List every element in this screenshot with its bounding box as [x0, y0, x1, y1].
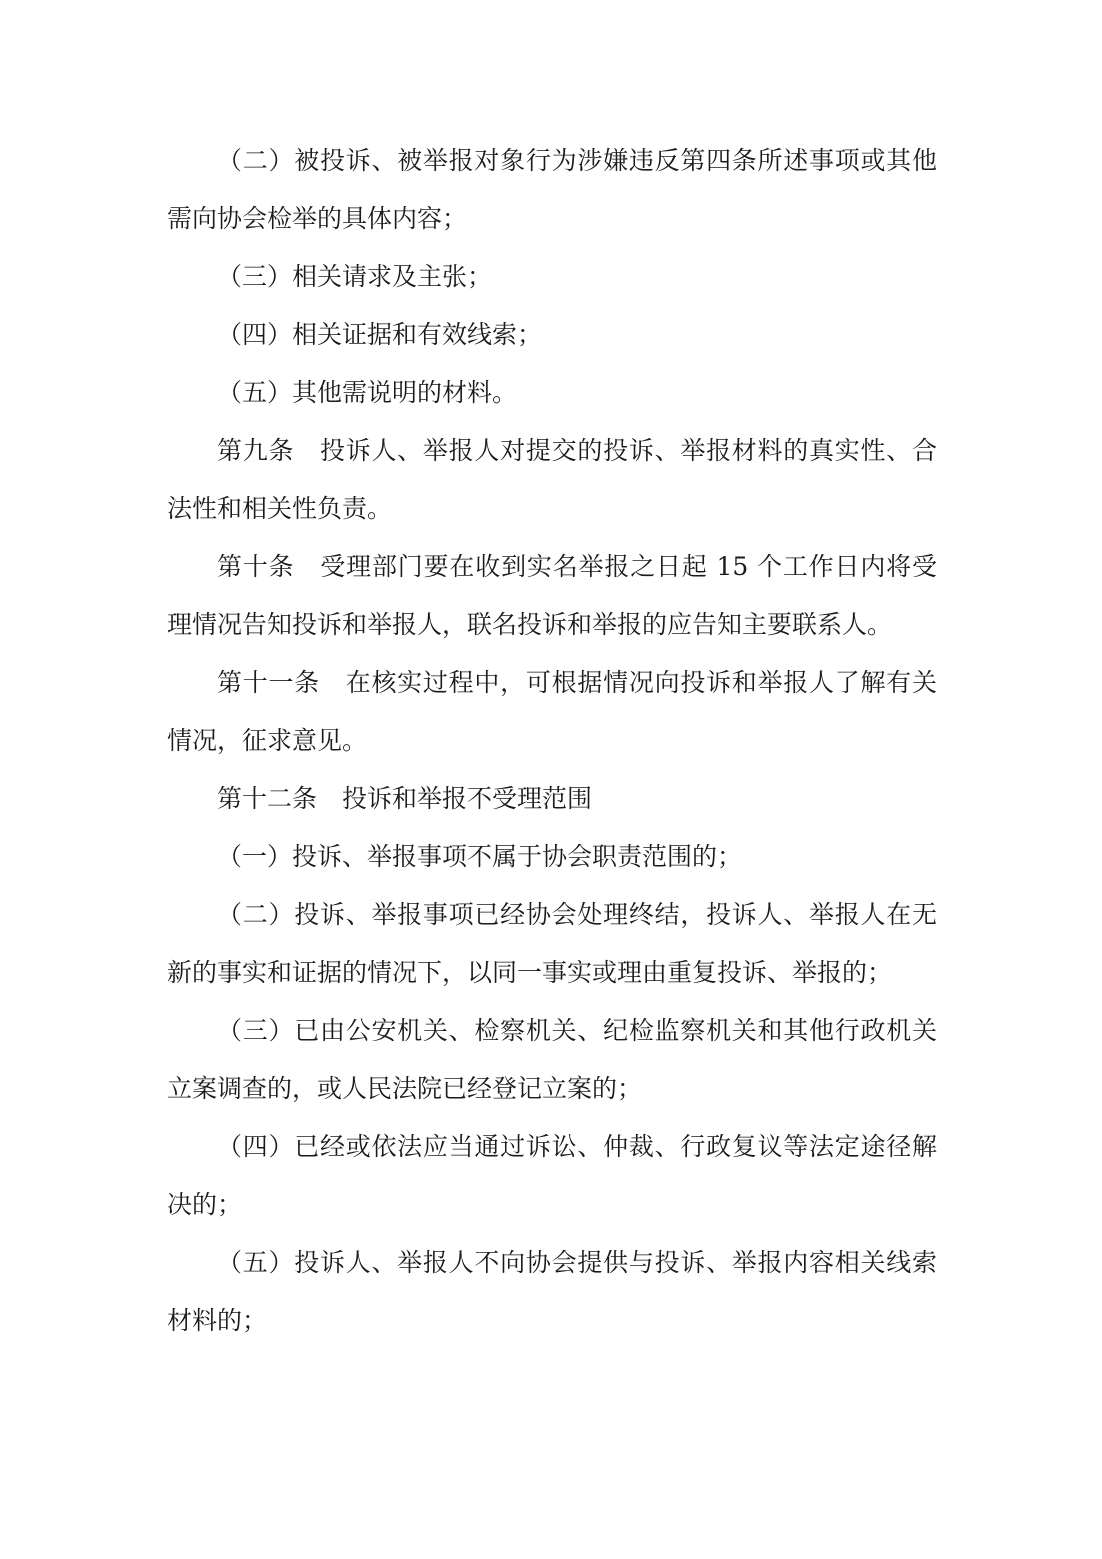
article-11: 第十一条 在核实过程中，可根据情况向投诉和举报人了解有关情况，征求意见。: [167, 668, 937, 755]
article-12-item-2: （二）投诉、举报事项已经协会处理终结，投诉人、举报人在无新的事实和证据的情况下，以同一事实或理由重复投诉、举报的；: [167, 900, 937, 987]
article-12-item-4: （四）已经或依法应当通过诉讼、仲裁、行政复议等法定途径解决的；: [167, 1132, 937, 1219]
article-9: 第九条 投诉人、举报人对提交的投诉、举报材料的真实性、合法性和相关性负责。: [167, 436, 937, 523]
paragraph-item-5: （五）其他需说明的材料。: [217, 378, 518, 407]
article-10: 第十条 受理部门要在收到实名举报之日起 15 个工作日内将受理情况告知投诉和举报人，联名投诉和举报的应告知主要联系人。: [167, 552, 937, 639]
article-12-item-5: （五）投诉人、举报人不向协会提供与投诉、举报内容相关线索材料的；: [167, 1248, 937, 1335]
paragraph-item-2: （二）被投诉、被举报对象行为涉嫌违反第四条所述事项或其他需向协会检举的具体内容；: [167, 146, 937, 233]
document-body: [167, 132, 937, 1350]
article-12-item-3: （三）已由公安机关、检察机关、纪检监察机关和其他行政机关立案调查的，或人民法院已经登记立案的；: [167, 1016, 937, 1103]
paragraph-item-3: （三）相关请求及主张；: [217, 262, 493, 291]
article-12-item-1: （一）投诉、举报事项不属于协会职责范围的；: [217, 842, 743, 871]
paragraph-item-4: （四）相关证据和有效线索；: [217, 320, 543, 349]
article-12: 第十二条 投诉和举报不受理范围: [217, 784, 593, 813]
